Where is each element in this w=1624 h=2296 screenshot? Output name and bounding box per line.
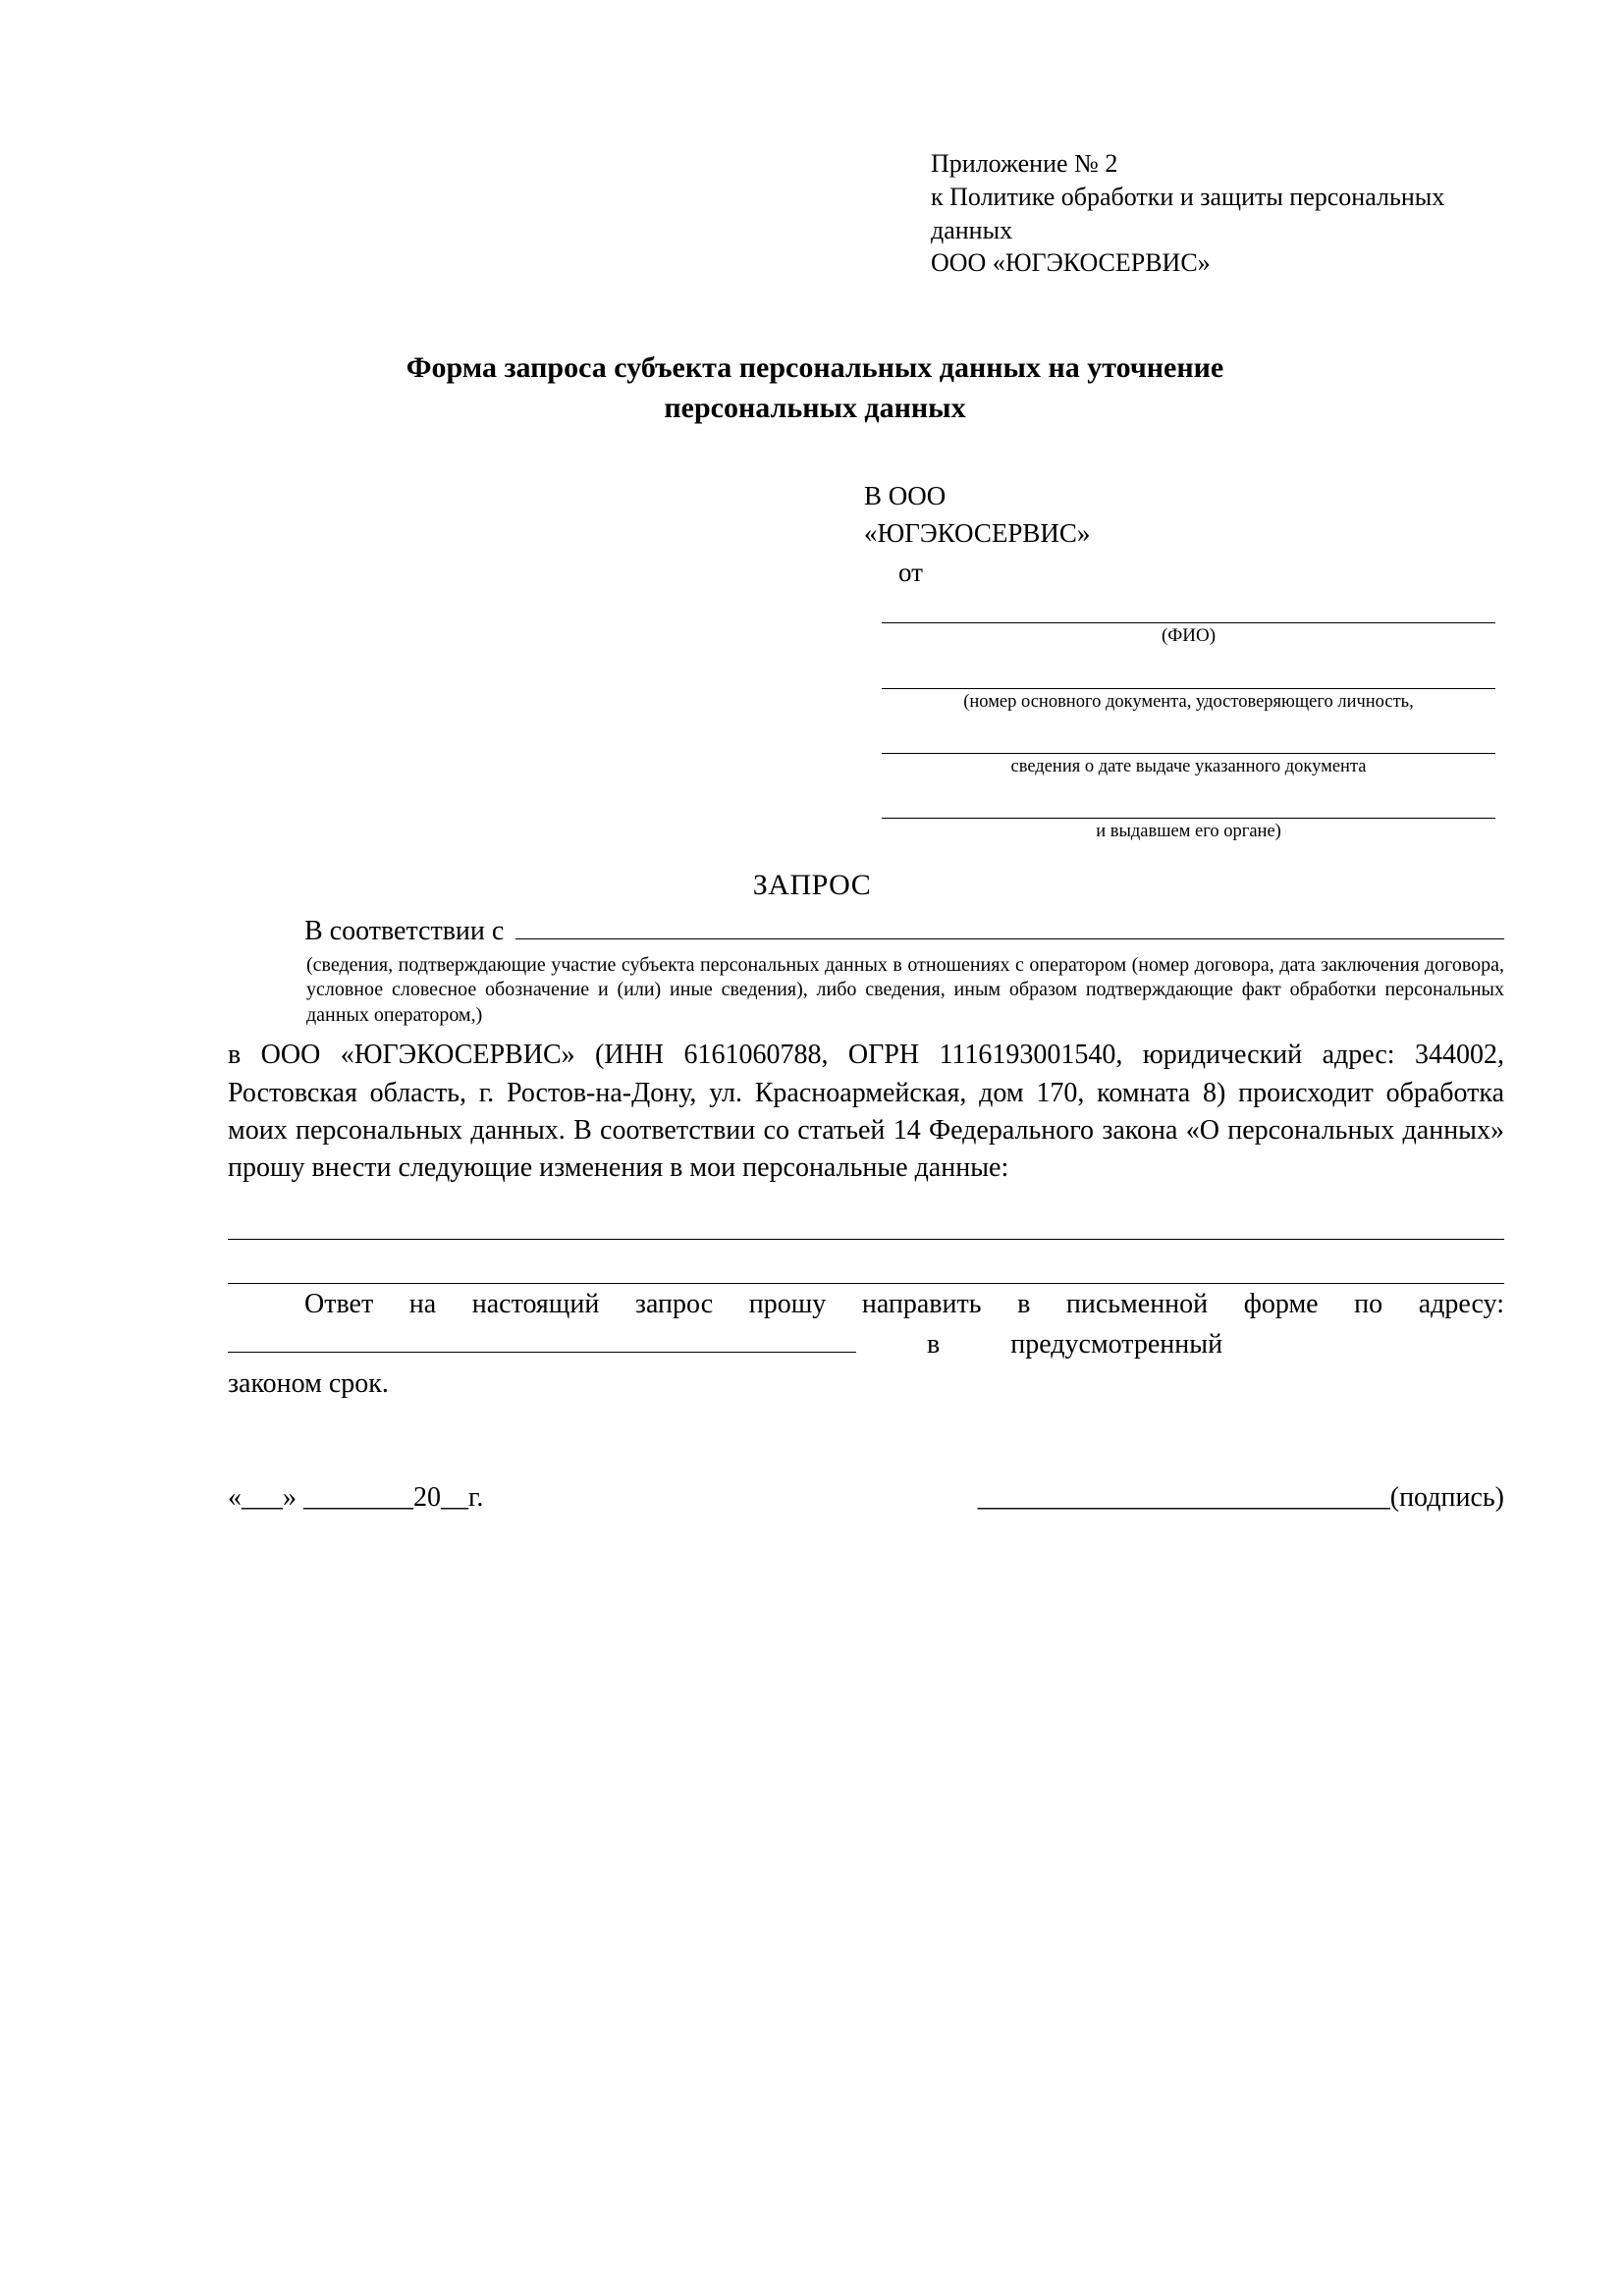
request-paragraph: в ООО «ЮГЭКОСЕРВИС» (ИНН 6161060788, ОГРН 1116193001540, юридический адрес: 344002, Ростовская область, г. Ростов-на-Дону, ул. Красноармейская, дом 170, комната 8) происходит обработка моих персональных данных. В соответствии со статьей 14 Федерального закона «О персональных данных» прошу внести следующие изменения в мои персональные данные: [228,1040,1504,1184]
changes-input-line-2[interactable] [228,1240,1504,1284]
answer-sentence: Ответ на настоящий запрос прошу направить в письменной форме по адресу: [304,1288,1504,1319]
addressee-block [864,478,1492,591]
basis-fineprint [228,953,1504,1029]
document-date-field-row [882,720,1495,782]
fio-caption: (ФИО) [1161,625,1217,646]
request-heading: ЗАПРОС [752,869,872,901]
header-line-company: ООО «ЮГЭКОСЕРВИС» [931,248,1211,278]
signature-rule[interactable]: ______________________________ [977,1482,1390,1513]
answer-tail: законом срок. [228,1367,389,1399]
signature-date[interactable]: «___» ________20__г. [228,1482,484,1513]
header-line-appendix: Приложение № 2 [931,149,1118,178]
issuing-authority-input-line[interactable] [882,784,1495,819]
document-date-caption: сведения о дате выдаче указанного документа [1010,756,1367,776]
answer-address-line [228,1326,1504,1363]
addressee-line-1: В ООО [864,481,947,510]
issuing-authority-field-row [882,784,1495,847]
signature-row [228,1482,1504,1514]
answer-word-predusmotrenny: предусмотренный [1010,1329,1223,1361]
document-date-input-line[interactable] [882,720,1495,754]
basis-input-line[interactable] [515,913,1504,939]
request-body [228,913,1504,1402]
header-line-data: данных [931,215,1013,244]
fio-input-line[interactable] [882,589,1495,623]
document-number-field-row [882,655,1495,718]
header-line-policy: к Политике обработки и защиты персональных [931,182,1445,211]
issuing-authority-caption: и выдавшем его органе) [1096,822,1281,842]
document-header [931,147,1540,280]
addressee-line-2: «ЮГЭКОСЕРВИС» [864,517,1091,548]
signature-label: (подпись) [1389,1482,1504,1513]
document-number-input-line[interactable] [882,655,1495,689]
document-number-caption: (номер основного документа, удостоверяющего личность, [963,691,1414,712]
basis-line [228,913,1504,950]
title-line-1: Форма запроса субъекта персональных данных на уточнение [406,351,1224,384]
basis-label: В соответствии с [304,916,505,946]
fineprint-text: (сведения, подтверждающие участие субъекта персональных данных в отношениях с оператором (номер договора, дата заключения договора, условное словесное обозначение и (или) иные сведения), либо сведения, иным образом подтверждающие факт обработки персональных данных оператором,) [306,953,1504,1026]
fio-field-row [882,589,1495,653]
changes-input-line-1[interactable] [228,1196,1504,1240]
signature-field[interactable] [978,1482,1504,1514]
addressee-from-label: от [898,557,923,587]
applicant-fill-in-block [882,589,1495,849]
answer-word-v: в [927,1329,941,1361]
title-line-2: персональных данных [664,391,966,424]
answer-address-input-line[interactable] [228,1326,856,1353]
page-title [226,348,1404,428]
